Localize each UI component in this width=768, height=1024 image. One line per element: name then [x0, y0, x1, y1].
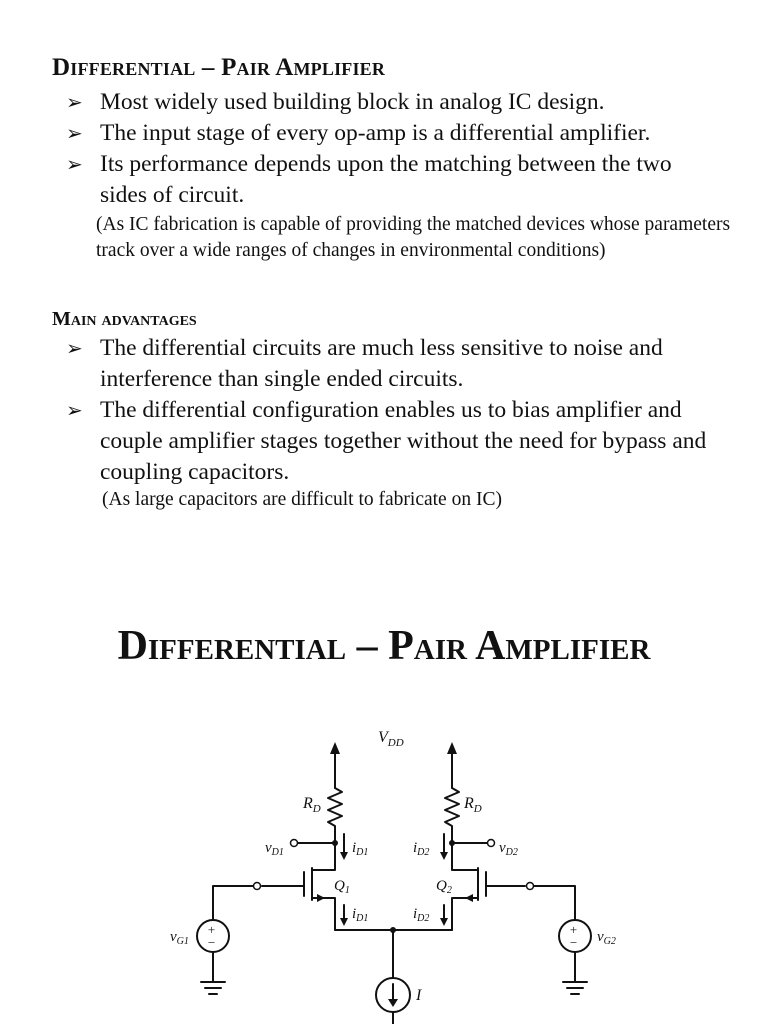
vg2-label: $v_{G2}$	[597, 929, 616, 947]
id2-bottom-label: $i_{D2}$	[413, 906, 430, 924]
list-item	[66, 149, 690, 211]
arrow-bullet-icon: ➢	[66, 152, 83, 176]
fabrication-note: (As IC fabrication is capable of providing the matched devices whose parameters track over a wide ranges of changes in environmental conditions)	[96, 214, 731, 261]
rd-right-label: $R_D$	[464, 795, 482, 815]
list-item	[66, 118, 690, 149]
bullet-text: The differential circuits are much less sensitive to noise and interference than single ended circuits.	[100, 335, 663, 392]
list-item	[66, 395, 726, 488]
slide1-title: Differential – Pair Amplifier	[52, 54, 386, 81]
q1-label: $Q_1$	[334, 878, 350, 896]
minus-sign: −	[569, 935, 578, 950]
vdd-arrowhead-left	[330, 742, 340, 754]
capacitor-note: (As large capacitors are difficult to fabricate on IC)	[102, 489, 502, 510]
vg2-wire	[530, 886, 575, 920]
vd2-label: $v_{D2}$	[499, 840, 518, 858]
arrow-bullet-icon: ➢	[66, 398, 83, 422]
junction-dot	[332, 840, 338, 846]
vd2-terminal	[488, 840, 495, 847]
junction-dot	[449, 840, 455, 846]
arrow-bullet-icon: ➢	[66, 121, 83, 145]
vdd-label: $V_{DD}$	[378, 729, 404, 749]
vg1-label: $v_{G1}$	[170, 929, 189, 947]
q1-drain	[312, 843, 335, 870]
rd-left-label: $R_D$	[303, 795, 321, 815]
feature-list	[66, 87, 690, 211]
minus-sign: −	[207, 935, 216, 950]
vg1-wire	[213, 886, 257, 920]
id2-top-label: $i_{D2}$	[413, 840, 430, 858]
list-item	[66, 87, 690, 118]
differential-pair-schematic	[0, 700, 768, 1024]
resistor-rd-left	[328, 788, 342, 843]
q2-label: $Q_2$	[436, 878, 452, 896]
bullet-text: Its performance depends upon the matching between the two sides of circuit.	[100, 151, 672, 208]
arrow-bullet-icon: ➢	[66, 336, 83, 360]
vd1-terminal	[291, 840, 298, 847]
q2-source-arrow	[465, 894, 473, 902]
q2-source	[452, 898, 478, 930]
resistor-rd-right	[445, 788, 459, 843]
current-source-label: I	[416, 987, 422, 1004]
bullet-text: Most widely used building block in analog IC design.	[100, 89, 605, 115]
slide2-title: Differential – Pair Amplifier	[117, 623, 651, 669]
arrow-bullet-icon: ➢	[66, 90, 83, 114]
q2-drain	[452, 843, 478, 870]
vd1-label: $v_{D1}$	[265, 840, 284, 858]
junction-dot	[390, 927, 396, 933]
advantages-heading: Main advantages	[52, 308, 197, 330]
advantages-list	[66, 333, 726, 488]
bullet-text: The input stage of every op-amp is a differential amplifier.	[100, 120, 651, 146]
vg2-terminal	[527, 883, 534, 890]
vg1-terminal	[254, 883, 261, 890]
id1-bottom-label: $i_{D1}$	[352, 906, 369, 924]
plus-sign: +	[207, 922, 216, 937]
q1-source-arrow	[317, 894, 325, 902]
vdd-arrowhead-right	[447, 742, 457, 754]
list-item	[66, 333, 726, 395]
id1-top-label: $i_{D1}$	[352, 840, 369, 858]
bullet-text: The differential configuration enables us to bias amplifier and couple amplifier stages together without the need for bypass and coupling capacitors.	[100, 397, 707, 485]
plus-sign: +	[569, 922, 578, 937]
q1-source	[312, 898, 335, 930]
